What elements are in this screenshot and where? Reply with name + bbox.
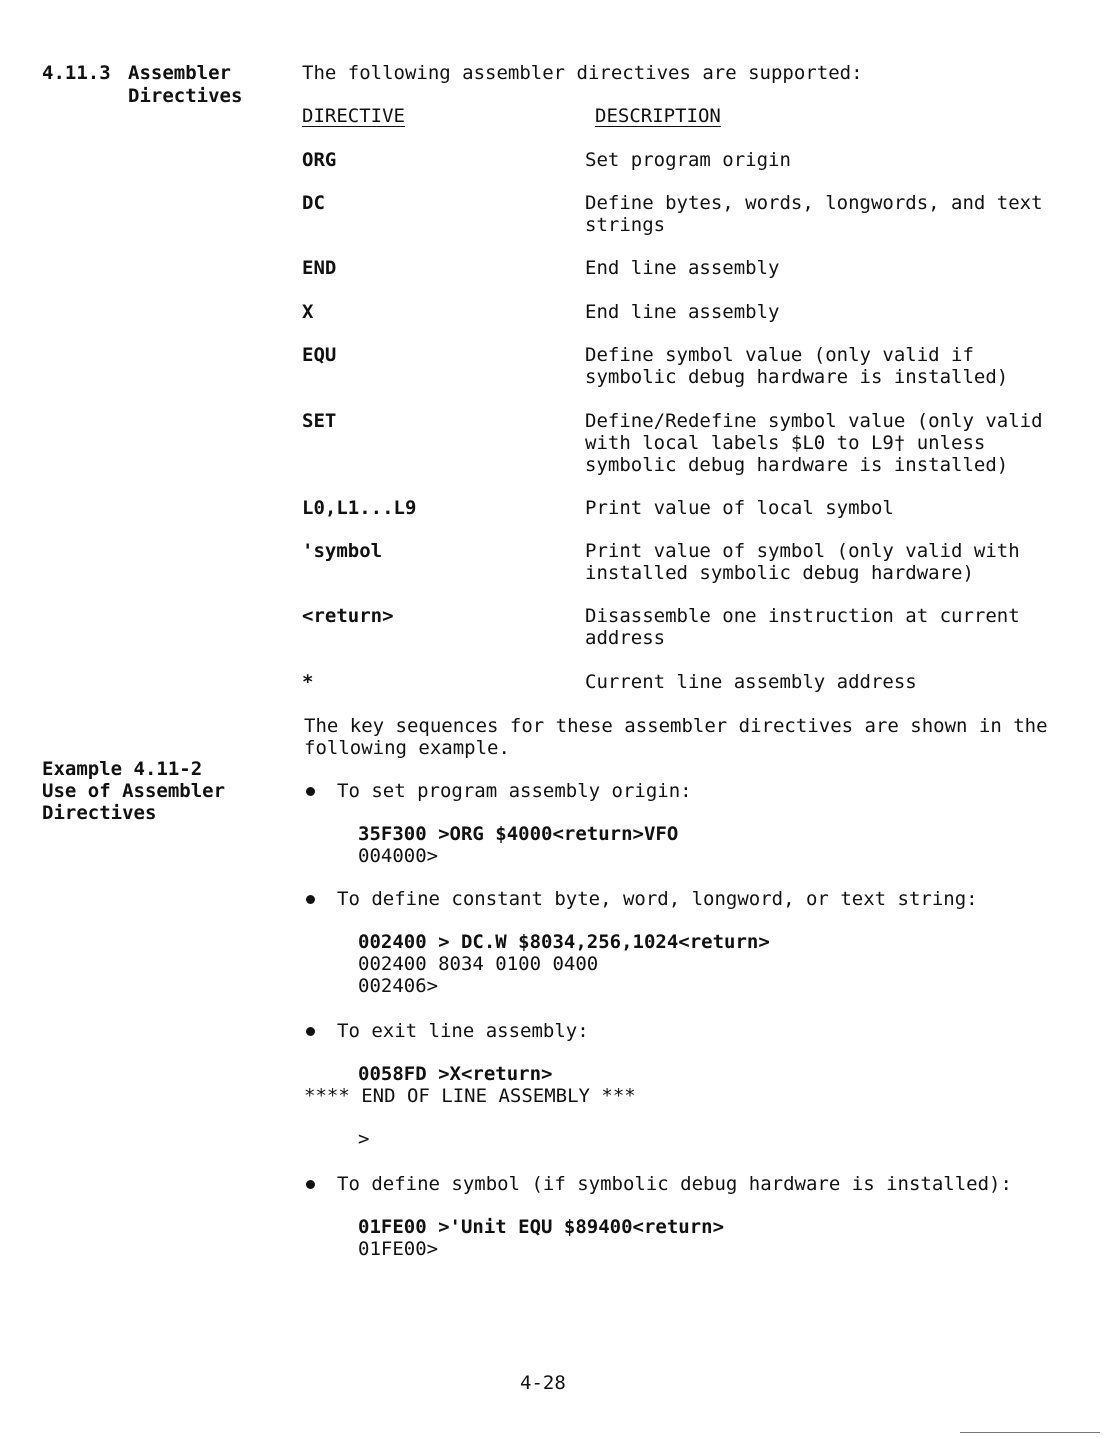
description-equ-line-1: Define symbol value (only valid if [585,344,974,366]
description-column-header: DESCRIPTION [595,105,721,127]
description-return-line-1: Disassemble one instruction at current [585,605,1020,627]
bullet-4-output: 01FE00> [358,1238,439,1260]
directive-dc: DC [302,192,325,214]
bullet-1-command: 35F300 >ORG $4000<return>VFO [358,823,679,845]
example-title-line-1: Example 4.11-2 [42,758,203,780]
description-set-line-1: Define/Redefine symbol value (only valid [585,410,1043,432]
description-symbol-line-1: Print value of symbol (only valid with [585,540,1020,562]
key-sequences-line-1: The key sequences for these assembler directives are shown in the [304,715,1048,737]
bullet-icon [306,1180,315,1189]
description-dc-line-2: strings [585,214,666,236]
directive-set: SET [302,410,337,432]
bullet-2-output-line-1: 002400 8034 0100 0400 [358,953,599,975]
directive-asterisk: * [302,671,314,693]
page-edge-rule [960,1432,1100,1433]
bullet-3-output-line-2: > [358,1128,370,1150]
directive-symbol: 'symbol [302,540,383,562]
description-symbol-line-2: installed symbolic debug hardware) [585,562,974,584]
description-x: End line assembly [585,301,780,323]
directive-org: ORG [302,149,337,171]
bullet-3-output-line-1: **** END OF LINE ASSEMBLY *** [304,1085,636,1107]
bullet-icon [306,895,315,904]
bullet-4-command: 01FE00 >'Unit EQU $89400<return> [358,1216,725,1238]
bullet-3-text: To exit line assembly: [337,1020,589,1042]
key-sequences-line-2: following example. [304,737,510,759]
section-title-line-2: Directives [128,85,243,107]
intro-text: The following assembler directives are supported: [302,62,863,84]
description-set-line-2: with local labels $L0 to L9† unless [585,432,986,454]
description-dc-line-1: Define bytes, words, longwords, and text [585,192,1043,214]
section-title-line-1: Assembler [128,62,231,84]
bullet-2-text: To define constant byte, word, longword, or text string: [337,888,978,910]
bullet-4-text: To define symbol (if symbolic debug hardware is installed): [337,1173,1012,1195]
bullet-1-output: 004000> [358,845,439,867]
directive-local-symbols: L0,L1...L9 [302,497,417,519]
directive-equ: EQU [302,344,337,366]
page-number: 4-28 [520,1372,566,1394]
description-equ-line-2: symbolic debug hardware is installed) [585,366,1009,388]
directive-column-header: DIRECTIVE [302,105,405,127]
description-set-line-3: symbolic debug hardware is installed) [585,454,1009,476]
bullet-2-command: 002400 > DC.W $8034,256,1024<return> [358,931,770,953]
bullet-1-text: To set program assembly origin: [337,780,692,802]
description-asterisk: Current line assembly address [585,671,917,693]
bullet-2-output-line-2: 002406> [358,975,439,997]
directive-end: END [302,257,337,279]
bullet-icon [306,787,315,796]
bullet-icon [306,1027,315,1036]
description-local-symbols: Print value of local symbol [585,497,894,519]
description-end: End line assembly [585,257,780,279]
description-return-line-2: address [585,627,666,649]
example-title-line-3: Directives [42,802,157,824]
description-org: Set program origin [585,149,791,171]
directive-x: X [302,301,314,323]
directive-return: <return> [302,605,394,627]
bullet-3-command: 0058FD >X<return> [358,1063,553,1085]
example-title-line-2: Use of Assembler [42,780,226,802]
section-number: 4.11.3 [42,62,111,84]
